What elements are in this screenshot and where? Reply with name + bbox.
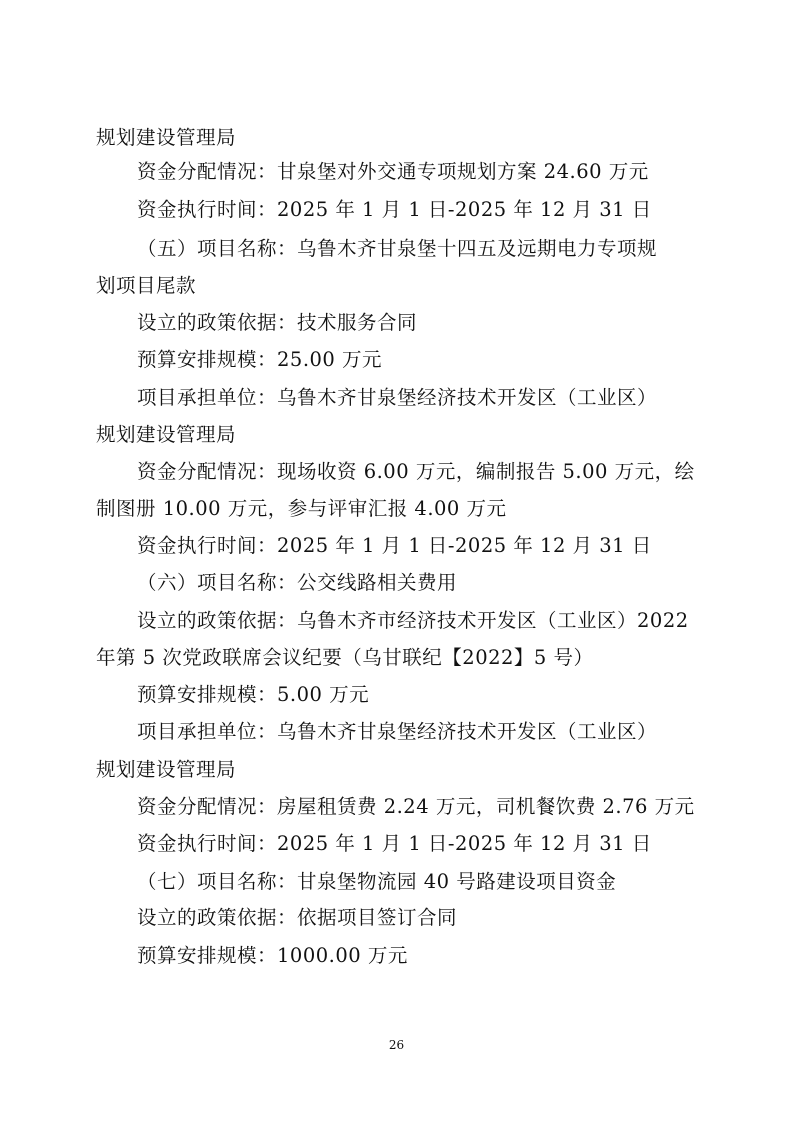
text-line: 设立的政策依据：乌鲁木齐市经济技术开发区（工业区）2022 [137,609,689,632]
section-heading: （五）项目名称：乌鲁木齐甘泉堡十四五及远期电力专项规 [137,237,658,260]
text-line: 设立的政策依据：技术服务合同 [137,311,418,334]
text-line: 年第 5 次党政联席会议纪要（乌甘联纪【2022】5 号） [96,646,594,669]
text-line: 资金执行时间：2025 年 1 月 1 日-2025 年 12 月 31 日 [137,832,652,855]
text-line: 资金分配情况：现场收资 6.00 万元，编制报告 5.00 万元，绘 [137,460,695,483]
section-heading: （七）项目名称：甘泉堡物流园 40 号路建设项目资金 [137,870,617,893]
text-line: 规划建设管理局 [96,423,237,446]
text-line: 资金执行时间：2025 年 1 月 1 日-2025 年 12 月 31 日 [137,198,652,221]
text-line: 制图册 10.00 万元，参与评审汇报 4.00 万元 [96,497,507,520]
text-line: 预算安排规模：5.00 万元 [137,683,370,706]
text-line: 资金分配情况：房屋租赁费 2.24 万元，司机餐饮费 2.76 万元 [137,795,695,818]
text-line: 规划建设管理局 [96,758,237,781]
text-line: 资金执行时间：2025 年 1 月 1 日-2025 年 12 月 31 日 [137,534,652,557]
section-heading: （六）项目名称：公交线路相关费用 [137,571,458,594]
text-line: 预算安排规模：1000.00 万元 [137,944,408,967]
text-line: 项目承担单位：乌鲁木齐甘泉堡经济技术开发区（工业区） [137,720,658,743]
text-line: 规划建设管理局 [96,126,237,149]
text-line: 项目承担单位：乌鲁木齐甘泉堡经济技术开发区（工业区） [137,386,658,409]
page-number: 26 [388,1038,405,1052]
text-line: 划项目尾款 [96,274,197,297]
text-line: 资金分配情况：甘泉堡对外交通专项规划方案 24.60 万元 [137,160,649,183]
text-line: 预算安排规模：25.00 万元 [137,348,383,371]
text-line: 设立的政策依据：依据项目签订合同 [137,906,458,929]
